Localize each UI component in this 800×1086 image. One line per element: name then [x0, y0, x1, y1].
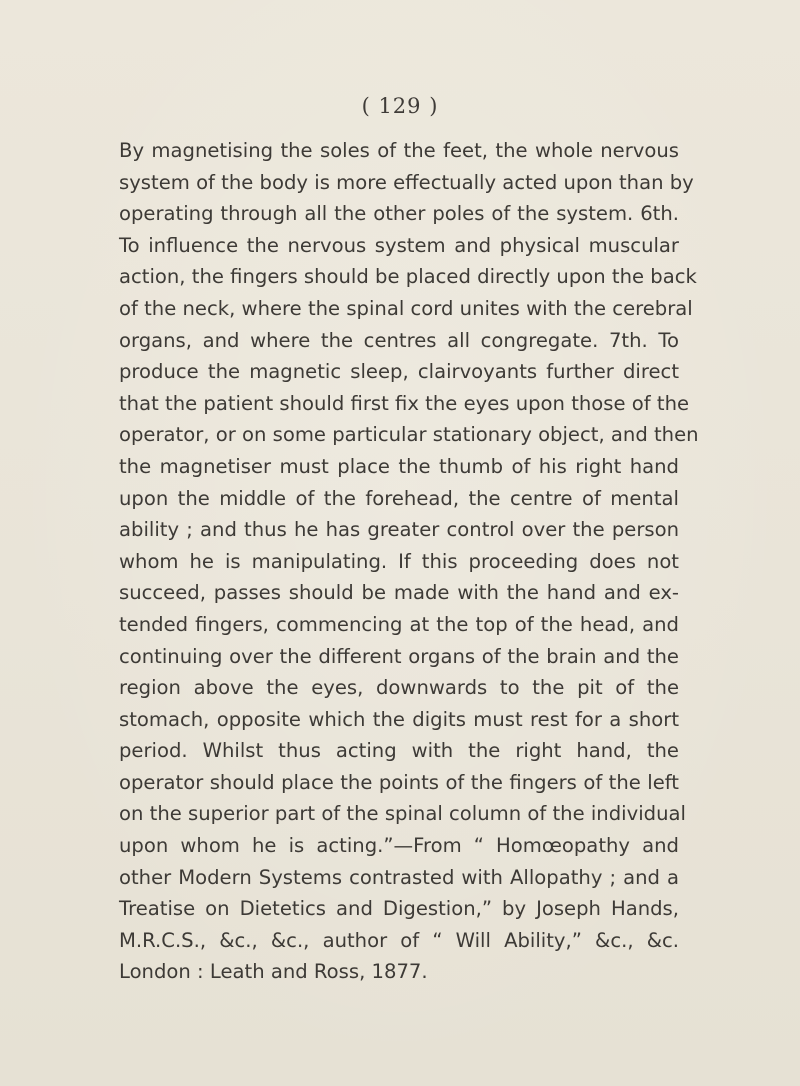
text-line: operator should place the points of the fingers of the left	[119, 770, 679, 794]
text-line: By magnetising the soles of the feet, the whole nervous	[119, 139, 679, 162]
text-line: operating through all the other poles of the system. 6th.	[119, 202, 679, 226]
text-line: upon the middle of the forehead, the centre of mental	[119, 486, 679, 510]
text-line: on the superior part of the spinal column of the individual	[119, 802, 686, 826]
text-line: ability ; and thus he has greater control over the person	[119, 518, 679, 542]
text-line: whom he is manipulating. If this proceeding does not	[119, 549, 679, 573]
text-line: that the patient should first fix the eyes upon those of the	[119, 391, 690, 415]
text-line: upon whom he is acting.”—From “ Homœopathy and	[119, 834, 679, 858]
text-line: period. Whilst thus acting with the right hand, the	[119, 739, 679, 763]
text-line: produce the magnetic sleep, clairvoyants further direct	[119, 360, 679, 384]
page-number: ( 129 )	[361, 94, 439, 118]
text-line-last: London : Leath and Ross, 1877.	[119, 960, 428, 984]
text-line: continuing over the different organs of the brain and the	[119, 644, 679, 668]
text-line: M.R.C.S., &c., &c., author of “ Will Ability,” &c., &c.	[119, 928, 679, 952]
text-line: organs, and where the centres all congregate. 7th. To	[119, 328, 679, 352]
text-line: the magnetiser must place the thumb of his right hand	[119, 454, 679, 478]
text-line: operator, or on some particular stationary object, and then	[119, 423, 699, 447]
text-line: Treatise on Dietetics and Digestion,” by Joseph Hands,	[119, 897, 679, 921]
text-line: To influence the nervous system and physical muscular	[119, 233, 679, 257]
text-line: region above the eyes, downwards to the pit of the	[119, 676, 679, 700]
text-line: stomach, opposite which the digits must rest for a short	[119, 707, 679, 731]
text-line: other Modern Systems contrasted with Allopathy ; and a	[119, 865, 679, 889]
text-line: tended fingers, commencing at the top of the head, and	[119, 612, 679, 636]
text-line: system of the body is more effectually acted upon than by	[119, 170, 694, 194]
text-line: of the neck, where the spinal cord unites with the cerebral	[119, 296, 693, 320]
text-line: action, the fingers should be placed directly upon the back	[119, 265, 697, 289]
body-text	[119, 135, 699, 988]
text-line: succeed, passes should be made with the hand and ex-	[119, 581, 679, 605]
